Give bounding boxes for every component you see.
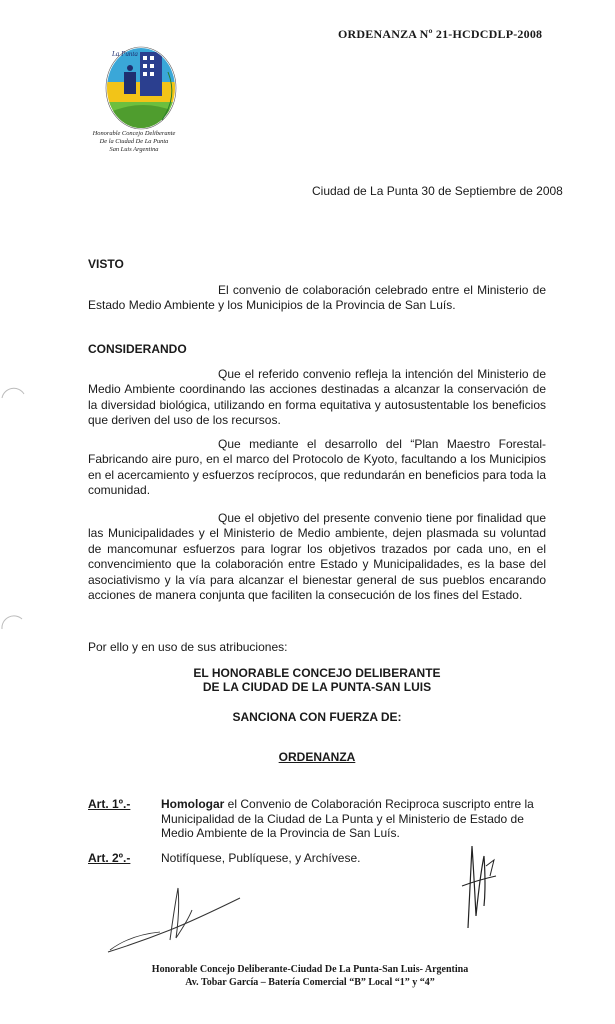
footer-line: Av. Tobar García – Batería Comercial “B” Local “1” y “4” [185,977,435,988]
logo-top-text: La Punta [112,50,138,58]
considerando-paragraph [88,437,546,499]
punch-hole-mark [0,605,30,635]
visto-paragraph [88,283,546,314]
ordinance-number: ORDENANZA Nº 21-HCDCDLP-2008 [338,27,543,41]
ordenanza-title: ORDENANZA [278,750,356,764]
considerando-paragraph [88,367,546,429]
signature-right [450,836,510,936]
article-label: Art. 1º.- [88,797,131,811]
footer-line: Honorable Concejo Deliberante-Ciudad De La Punta-San Luis- Argentina [151,964,469,975]
signature-left [100,880,250,960]
considerando-text: Que el referido convenio refleja la intención del Ministerio de Medio Ambiente coordinando las acciones destinadas a alcanzar la conservación de la diversidad biológica, utilizando en forma equitativa y autosustentable los beneficios que deriven del uso de los recursos. [88,367,546,428]
article-label: Art. 2º.- [88,851,131,865]
date-line: Ciudad de La Punta 30 de Septiembre de 2008 [312,184,563,198]
logo-caption-line: De la Ciudad De La Punta [99,138,169,145]
visto-text: El convenio de colaboración celebrado entre el Ministerio de Estado Medio Ambiente y los Municipios de la Provincia de San Luís. [88,283,546,313]
council-title-line: DE LA CIUDAD DE LA PUNTA-SAN LUIS [202,680,432,694]
council-logo [96,42,186,132]
council-title [88,666,546,694]
logo-caption-line: San Luis Argentina [109,146,159,153]
considerando-text: Que el objetivo del presente convenio tiene por finalidad que las Municipalidades y el Ministerio de Medio ambiente, dejen plasmada su voluntad de mancomunar esfuerzos para lograr los objetivos trazados por cada uno, en el convencimiento que la colaboración entre Estado y Municipalidades, es la base del asociativismo y la vía para alcanzar el bienestar general de sus pueblos encarando acciones de manera conjunta que faciliten la consecución de los fines del Estado. [88,511,546,603]
article-text [161,797,541,841]
punch-hole-mark [0,376,30,406]
article-body: el Convenio de Colaboración Reciproca suscripto entre la Municipalidad de la Ciudad de La Punta y el Ministerio de Estado de Medio Ambiente de la Provincia de San Luís. [161,797,534,841]
logo-caption [84,130,184,154]
article-bold-verb: Homologar [161,797,225,811]
por-ello-line: Por ello y en uso de sus atribuciones: [88,640,288,654]
council-title-line: EL HONORABLE CONCEJO DELIBERANTE [193,666,441,680]
considerando-paragraph [88,511,546,603]
article-body: Notifíquese, Publíquese, y Archívese. [161,851,361,865]
considerando-text: Que mediante el desarrollo del “Plan Maestro Forestal- Fabricando aire puro, en el marco del Protocolo de Kyoto, facultando a los Municipios en el acercamiento y esfuerzos recíprocos, que redundarán en beneficios para toda la comunidad. [88,437,546,498]
logo-caption-line: Honorable Concejo Deliberante [92,130,176,137]
sanciona-line: SANCIONA CON FUERZA DE: [232,710,402,724]
considerando-heading: CONSIDERANDO [88,342,187,356]
visto-heading: VISTO [88,257,124,271]
